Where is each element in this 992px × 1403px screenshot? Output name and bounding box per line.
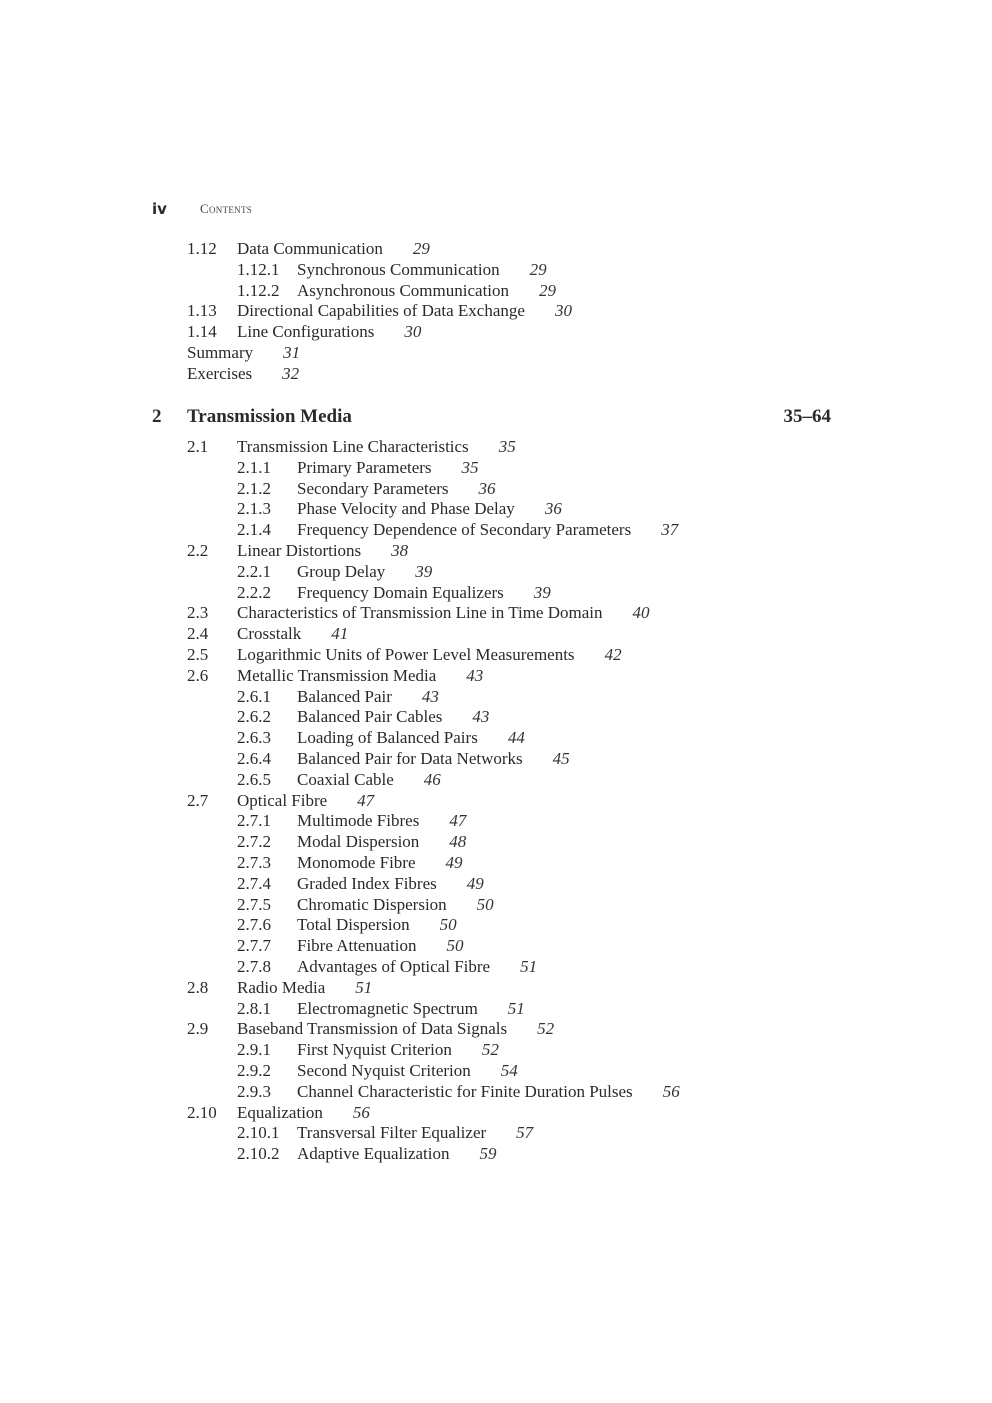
toc-part-1 xyxy=(0,239,992,385)
entry-page: 51 xyxy=(507,998,525,1018)
entry-page: 43 xyxy=(466,665,484,685)
entry-title: Crosstalk xyxy=(237,624,302,644)
entry-number: 2.7.8 xyxy=(237,956,271,976)
entry-page: 49 xyxy=(445,852,463,872)
toc-entry xyxy=(0,645,992,666)
entry-title-group xyxy=(237,322,421,343)
toc-entry xyxy=(0,936,992,957)
entry-page: 45 xyxy=(552,748,570,768)
entry-page: 57 xyxy=(516,1123,534,1143)
entry-title: Second Nyquist Criterion xyxy=(297,1060,471,1080)
entry-page: 49 xyxy=(466,873,484,893)
entry-number: 2.7 xyxy=(187,790,209,810)
entry-title-group xyxy=(237,645,622,666)
toc-entry xyxy=(0,562,992,583)
entry-number: 2.9.1 xyxy=(237,1040,271,1060)
entry-title-group xyxy=(237,624,348,645)
toc-entry xyxy=(0,364,992,385)
toc-entry xyxy=(0,301,992,322)
entry-title-group xyxy=(237,603,650,624)
entry-page: 50 xyxy=(476,894,494,914)
entry-page: 52 xyxy=(537,1019,555,1039)
entry-title: Metallic Transmission Media xyxy=(237,665,437,685)
toc-entry xyxy=(0,832,992,853)
entry-title-group xyxy=(297,1061,518,1082)
entry-page: 52 xyxy=(481,1040,499,1060)
entry-title: Graded Index Fibres xyxy=(297,873,437,893)
entry-title-group xyxy=(297,832,466,853)
entry-title: Monomode Fibre xyxy=(297,852,416,872)
entry-number: 1.14 xyxy=(187,322,217,342)
toc-entry xyxy=(0,728,992,749)
toc-entry xyxy=(0,915,992,936)
entry-title: Baseband Transmission of Data Signals xyxy=(237,1019,508,1039)
toc-part-2 xyxy=(0,437,992,1165)
entry-page: 37 xyxy=(661,520,679,540)
toc-entry xyxy=(0,603,992,624)
entry-number: 2.10 xyxy=(187,1102,217,1122)
entry-title: Multimode Fibres xyxy=(297,811,420,831)
entry-number: 2.6.3 xyxy=(237,728,271,748)
toc-entry xyxy=(0,874,992,895)
entry-page: 47 xyxy=(357,790,375,810)
entry-page: 43 xyxy=(472,707,490,727)
entry-title-group xyxy=(297,853,463,874)
entry-title: Transversal Filter Equalizer xyxy=(297,1123,487,1143)
entry-number: 2.7.4 xyxy=(237,873,271,893)
entry-number: 1.12.1 xyxy=(237,259,280,279)
toc-entry xyxy=(0,791,992,812)
page-header xyxy=(152,199,252,219)
entry-number: 2.1.1 xyxy=(237,457,271,477)
entry-title: Electromagnetic Spectrum xyxy=(297,998,478,1018)
entry-number: 2.8.1 xyxy=(237,998,271,1018)
entry-title-group xyxy=(237,1103,370,1124)
entry-number: 2.3 xyxy=(187,603,209,623)
entry-number: 2.1.2 xyxy=(237,478,271,498)
entry-title-group xyxy=(297,957,537,978)
entry-title-group xyxy=(297,728,525,749)
toc-entry xyxy=(0,687,992,708)
entry-title: Synchronous Communication xyxy=(297,259,500,279)
toc-entry xyxy=(0,707,992,728)
toc-entry xyxy=(0,541,992,562)
chapter-page-range: 35–64 xyxy=(783,406,831,427)
entry-page: 38 xyxy=(391,540,409,560)
entry-number: 2.2.2 xyxy=(237,582,271,602)
entry-number: 2.10.1 xyxy=(237,1123,280,1143)
entry-title-group xyxy=(297,562,432,583)
toc-entry xyxy=(0,1019,992,1040)
entry-title: Modal Dispersion xyxy=(297,832,420,852)
entry-title: Advantages of Optical Fibre xyxy=(297,956,491,976)
entry-title: Total Dispersion xyxy=(297,915,410,935)
entry-number: 2.7.7 xyxy=(237,936,271,956)
entry-number: 2.6.1 xyxy=(237,686,271,706)
toc-entry xyxy=(0,1144,992,1165)
entry-title-group xyxy=(237,541,408,562)
entry-title-group xyxy=(297,874,484,895)
toc-entry xyxy=(0,624,992,645)
toc-entry xyxy=(0,957,992,978)
entry-title: Balanced Pair for Data Networks xyxy=(297,748,523,768)
entry-title: Logarithmic Units of Power Level Measurements xyxy=(237,644,575,664)
toc-entry xyxy=(0,281,992,302)
running-title: Contents xyxy=(200,201,253,216)
entry-number: 2.9.2 xyxy=(237,1060,271,1080)
entry-page: 54 xyxy=(500,1060,518,1080)
entry-title-group xyxy=(297,1082,680,1103)
entry-title-group xyxy=(297,520,678,541)
entry-title: Fibre Attenuation xyxy=(297,936,417,956)
entry-title-group xyxy=(297,260,547,281)
toc-entry xyxy=(0,853,992,874)
entry-title-group xyxy=(297,936,463,957)
entry-page: 40 xyxy=(632,603,650,623)
entry-page: 48 xyxy=(449,832,467,852)
entry-title: Line Configurations xyxy=(237,322,375,342)
entry-title: Radio Media xyxy=(237,977,326,997)
entry-number: 2.7.2 xyxy=(237,832,271,852)
entry-number: 2.7.6 xyxy=(237,915,271,935)
entry-title: Transmission Line Characteristics xyxy=(237,437,469,456)
entry-page: 56 xyxy=(352,1102,370,1122)
toc-entry xyxy=(0,437,992,458)
entry-title: Frequency Dependence of Secondary Parameters xyxy=(297,520,632,540)
toc-entry xyxy=(0,1103,992,1124)
entry-number: 2.6.4 xyxy=(237,748,271,768)
toc-entry xyxy=(0,479,992,500)
entry-title-group xyxy=(297,999,525,1020)
entry-title: Loading of Balanced Pairs xyxy=(297,728,478,748)
entry-number: 2.1 xyxy=(187,437,209,456)
entry-title-group xyxy=(297,895,494,916)
toc-entry xyxy=(0,1123,992,1144)
entry-title: Primary Parameters xyxy=(297,457,432,477)
entry-title: Phase Velocity and Phase Delay xyxy=(297,499,515,519)
entry-number: 2.2 xyxy=(187,540,209,560)
entry-title-group xyxy=(237,301,572,322)
toc-entry xyxy=(0,770,992,791)
entry-title: Asynchronous Communication xyxy=(297,280,510,300)
entry-page: 36 xyxy=(544,499,562,519)
entry-title-group xyxy=(237,978,372,999)
entry-page: 47 xyxy=(449,811,467,831)
entry-number: 2.4 xyxy=(187,624,209,644)
entry-number: 1.13 xyxy=(187,301,217,321)
entry-title: Optical Fibre xyxy=(237,790,328,810)
entry-number: 1.12 xyxy=(187,239,217,258)
entry-number: 1.12.2 xyxy=(237,280,280,300)
entry-title-group xyxy=(297,1123,533,1144)
toc-entry xyxy=(0,895,992,916)
entry-page: 30 xyxy=(554,301,572,321)
entry-title-group xyxy=(237,239,430,260)
entry-title-group xyxy=(237,791,374,812)
entry-title: Summary xyxy=(187,342,254,362)
entry-page: 42 xyxy=(604,644,622,664)
entry-page: 29 xyxy=(412,239,430,258)
entry-page: 44 xyxy=(507,728,525,748)
entry-page: 39 xyxy=(533,582,551,602)
toc-entry xyxy=(0,749,992,770)
entry-page: 35 xyxy=(498,437,516,456)
entry-title-group xyxy=(297,915,457,936)
entry-title: Linear Distortions xyxy=(237,540,362,560)
entry-title-group xyxy=(297,499,562,520)
entry-title: Chromatic Dispersion xyxy=(297,894,447,914)
entry-page: 51 xyxy=(520,956,538,976)
entry-page: 32 xyxy=(282,363,300,383)
chapter-title: Transmission Media xyxy=(187,406,352,427)
entry-page: 36 xyxy=(478,478,496,498)
entry-title: Group Delay xyxy=(297,561,386,581)
entry-title: Directional Capabilities of Data Exchange xyxy=(237,301,525,321)
entry-title-group xyxy=(297,281,556,302)
entry-title-group xyxy=(237,1019,554,1040)
entry-title: Balanced Pair xyxy=(297,686,392,706)
toc-entry xyxy=(0,520,992,541)
entry-number: 2.1.4 xyxy=(237,520,271,540)
toc-entry xyxy=(0,322,992,343)
entry-title: Secondary Parameters xyxy=(297,478,449,498)
entry-title-group xyxy=(297,687,439,708)
chapter-number: 2 xyxy=(152,406,162,427)
entry-page: 50 xyxy=(439,915,457,935)
entry-title-group xyxy=(297,458,479,479)
entry-title: First Nyquist Criterion xyxy=(297,1040,452,1060)
entry-number: 2.7.3 xyxy=(237,852,271,872)
entry-title-group xyxy=(297,1040,499,1061)
entry-page: 56 xyxy=(662,1081,680,1101)
entry-page: 39 xyxy=(415,561,433,581)
entry-page: 31 xyxy=(283,342,301,362)
entry-title-group xyxy=(297,707,489,728)
toc-entry xyxy=(0,1082,992,1103)
entry-title: Frequency Domain Equalizers xyxy=(297,582,504,602)
entry-number: 2.5 xyxy=(187,644,209,664)
entry-number: 2.6.5 xyxy=(237,769,271,789)
entry-page: 43 xyxy=(421,686,439,706)
entry-title: Equalization xyxy=(237,1102,323,1122)
entry-title: Channel Characteristic for Finite Duration Pulses xyxy=(297,1081,633,1101)
toc-entry xyxy=(0,666,992,687)
entry-number: 2.8 xyxy=(187,977,209,997)
toc-entry xyxy=(0,458,992,479)
entry-title: Adaptive Equalization xyxy=(297,1144,450,1164)
entry-title-group xyxy=(237,666,483,687)
entry-page: 29 xyxy=(529,259,547,279)
entry-page: 35 xyxy=(461,457,479,477)
entry-title-group xyxy=(297,749,570,770)
toc-entry xyxy=(0,1040,992,1061)
entry-title-group xyxy=(237,437,516,458)
entry-title: Coaxial Cable xyxy=(297,769,394,789)
toc-entry xyxy=(0,343,992,364)
entry-title-group xyxy=(297,583,551,604)
entry-number: 2.6.2 xyxy=(237,707,271,727)
entry-title-group xyxy=(297,770,441,791)
entry-number: 2.7.5 xyxy=(237,894,271,914)
entry-page: 30 xyxy=(404,322,422,342)
entry-number: 2.6 xyxy=(187,665,209,685)
entry-number: 2.1.3 xyxy=(237,499,271,519)
entry-title: Balanced Pair Cables xyxy=(297,707,443,727)
entry-page: 46 xyxy=(423,769,441,789)
toc-entry xyxy=(0,499,992,520)
page-folio: iv xyxy=(152,200,167,218)
entry-title: Exercises xyxy=(187,363,253,383)
entry-page: 50 xyxy=(446,936,464,956)
entry-title-group xyxy=(297,479,496,500)
toc-entry xyxy=(0,811,992,832)
entry-number: 2.7.1 xyxy=(237,811,271,831)
chapter-heading xyxy=(0,405,992,429)
toc-entry xyxy=(0,978,992,999)
entry-number: 2.2.1 xyxy=(237,561,271,581)
entry-title-group xyxy=(297,811,466,832)
entry-title-group xyxy=(297,1144,496,1165)
entry-page: 41 xyxy=(331,624,349,644)
entry-number: 2.10.2 xyxy=(237,1144,280,1164)
entry-title: Data Communication xyxy=(237,239,383,258)
entry-page: 51 xyxy=(355,977,373,997)
entry-title-group xyxy=(187,343,300,364)
entry-title-group xyxy=(187,364,299,385)
toc-entry xyxy=(0,260,992,281)
entry-number: 2.9.3 xyxy=(237,1081,271,1101)
entry-title: Characteristics of Transmission Line in Time Domain xyxy=(237,603,603,623)
toc-entry xyxy=(0,583,992,604)
toc-entry xyxy=(0,239,992,260)
entry-number: 2.9 xyxy=(187,1019,209,1039)
entry-page: 29 xyxy=(539,280,557,300)
toc-entry xyxy=(0,999,992,1020)
entry-page: 59 xyxy=(479,1144,497,1164)
toc-entry xyxy=(0,1061,992,1082)
